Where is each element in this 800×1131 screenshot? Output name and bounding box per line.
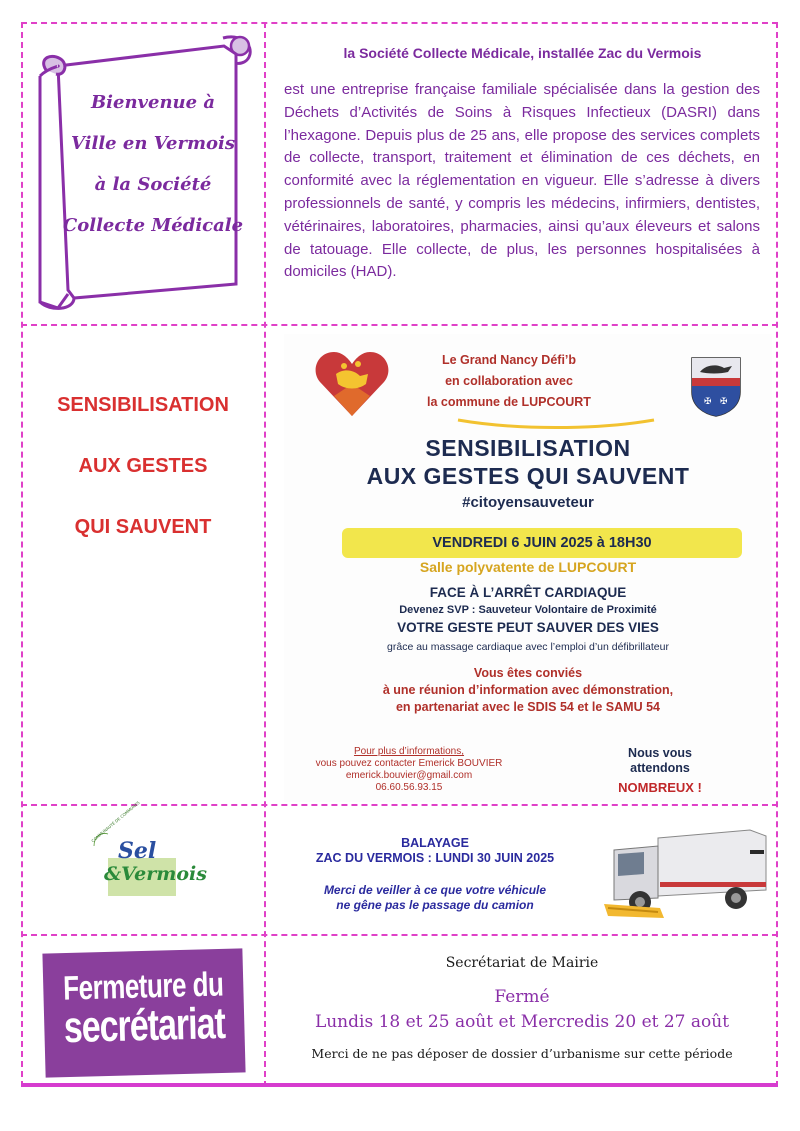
row-divider [21,934,778,936]
svg-text:COMMUNAUTÉ DE COMMUNES: COMMUNAUTÉ DE COMMUNES [90,800,141,844]
poster-subheading: Devenez SVP : Sauveteur Volontaire de Proximité [399,604,657,616]
poster-invite-line: en partenariat avec le SDIS 54 et le SAMU 54 [395,700,660,714]
street-sweeper-truck-image [600,820,772,924]
heart-hands-icon [314,344,390,422]
poster-organizer [394,350,624,413]
closed-label: Fermé [494,987,550,1007]
banner-line: secrétariat [63,999,226,1053]
closing-line: NOMBREUX ! [618,780,702,795]
sensibilisation-heading [24,390,262,573]
poster-title-line: SENSIBILISATION [425,435,631,461]
poster-hashtag: #citoyensauveteur [462,494,594,511]
sensibilisation-line: QUI SAUVENT [74,516,212,538]
banner-line: Fermeture du [62,964,224,1008]
poster-venue: Salle polyvatente de LUPCOURT [419,559,637,575]
poster-invitation [284,665,772,716]
column-divider [264,22,266,1087]
yellow-swoosh [456,418,656,428]
contact-name: vous pouvez contacter Emerick BOUVIER [315,758,503,769]
poster-closing [580,746,740,795]
bottom-border [21,1083,778,1087]
poster-invite-line: à une réunion d’information avec démonstration, [382,683,674,697]
poster-title-line: AUX GESTES QUI SAUVENT [366,463,690,489]
poster-title [284,434,772,490]
sel-vermois-logo [88,800,207,900]
poster-contact [304,746,514,794]
poster-heading: FACE À L’ARRÊT CARDIAQUE [429,585,627,600]
fermeture-banner [42,948,245,1077]
contact-title: Pour plus d’informations, [353,746,465,757]
svg-text:✠: ✠ [720,397,728,407]
poster-slogan: VOTRE GESTE PEUT SAUVER DES VIES [397,620,659,635]
balayage-note [280,883,590,913]
poster-description: grâce au massage cardiaque avec l’emploi d’un défibrillateur [387,641,669,653]
balayage-title: BALAYAGE [401,836,469,850]
poster-invite-line: Vous êtes conviés [473,666,583,680]
intro-body: est une entreprise française familiale spécialisée dans la gestion des Déchets d’Activités de Soins à Risques Infectieux (DASRI) dans l’hexagone. Depuis plus de 25 ans, elle propose des services complets de collecte, transport, traitement et élimination de ces déchets, en conformité avec la réglementation en vigueur. Elle s’adresse à divers professionnels de santé, y compris les médecins, infirmiers, dentistes, vétérinaires, laboratoires, pharmacies, ainsi qu’aux éleveurs et salons de tatouage. Elle collecte, de plus, les personnes hospitalisées à domiciles (HAD). [284,81,760,281]
sensibilisation-line: SENSIBILISATION [57,394,229,416]
row-divider [21,324,778,326]
svg-text:&Vermois: &Vermois [104,863,207,885]
welcome-line: à la Société [94,174,212,195]
poster-org-line: la commune de LUPCOURT [427,395,591,409]
balayage-date: ZAC DU VERMOIS : LUNDI 30 JUIN 2025 [315,851,555,865]
contact-email[interactable]: emerick.bouvier@gmail.com [345,770,473,781]
poster-org-line: en collaboration avec [445,374,573,388]
balayage-note-line: ne gêne pas le passage du camion [336,898,534,912]
svg-text:✠: ✠ [704,397,712,407]
event-poster [284,334,772,802]
welcome-line: Bienvenue à [90,92,216,113]
balayage-note-line: Merci de veiller à ce que votre véhicule [323,883,547,897]
lupcourt-crest-icon [690,356,742,418]
poster-date: VENDREDI 6 JUIN 2025 à 18H30 [342,528,742,558]
closure-dates: Lundis 18 et 25 août et Mercredis 20 et 27 août [314,1012,730,1032]
welcome-text [58,82,248,246]
urbanisme-note: Merci de ne pas déposer de dossier d’urbanisme sur cette période [311,1046,733,1061]
closing-line: attendons [630,761,690,775]
closing-line: Nous vous [628,746,692,760]
poster-org-line: Le Grand Nancy Défi’b [441,353,577,367]
svg-text:Sel: Sel [118,838,157,864]
balayage-heading [280,836,590,866]
welcome-line: Ville en Vermois [71,133,235,154]
intro-title: la Société Collecte Médicale, installée Zac du Vermois [343,45,702,61]
welcome-line: Collecte Médicale [62,215,244,236]
sensibilisation-line: AUX GESTES [78,455,208,477]
contact-phone: 06.60.56.93.15 [375,782,443,793]
secretariat-title: Secrétariat de Mairie [445,955,599,971]
